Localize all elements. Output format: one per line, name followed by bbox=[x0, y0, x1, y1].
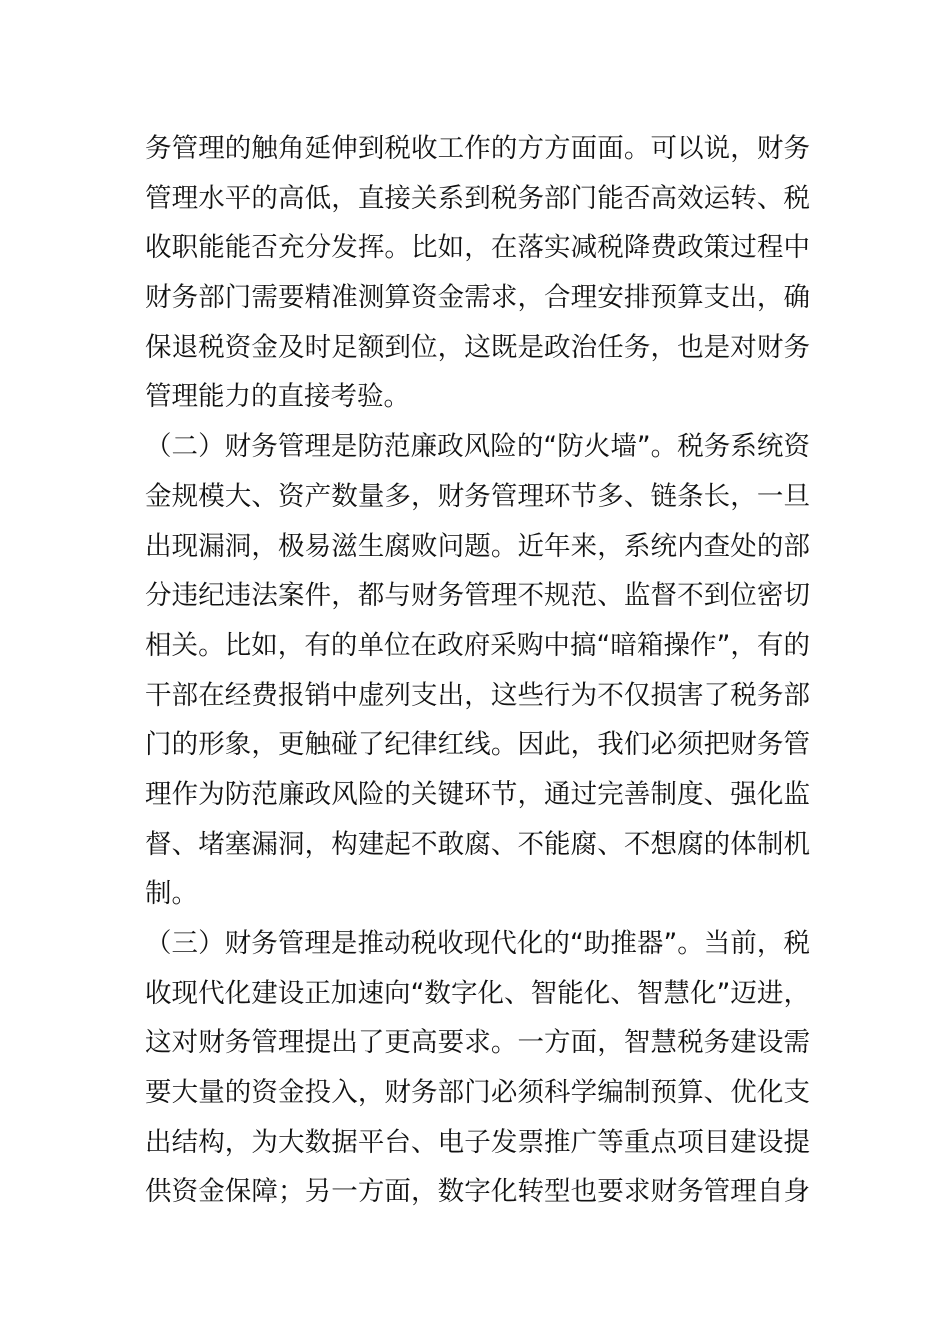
text-line: 制。 bbox=[145, 878, 198, 910]
section-heading-line: （二）财务管理是防范廉政风险的“防火墙”。税务系统资 bbox=[145, 431, 810, 463]
text-line: 相关。比如，有的单位在政府采购中搞“暗箱操作”，有的 bbox=[145, 629, 810, 661]
text-line: 供资金保障；另一方面，数字化转型也要求财务管理自身 bbox=[145, 1176, 810, 1208]
body-text bbox=[145, 124, 810, 1217]
text-line: 要大量的资金投入，财务部门必须科学编制预算、优化支 bbox=[145, 1077, 810, 1109]
text-line: 管理能力的直接考验。 bbox=[145, 381, 410, 413]
text-line: 督、堵塞漏洞，构建起不敢腐、不能腐、不想腐的体制机 bbox=[145, 828, 810, 860]
text-line: 管理水平的高低，直接关系到税务部门能否高效运转、税 bbox=[145, 182, 810, 214]
text-line: 出结构，为大数据平台、电子发票推广等重点项目建设提 bbox=[145, 1126, 810, 1158]
text-line: 理作为防范廉政风险的关键环节，通过完善制度、强化监 bbox=[145, 778, 810, 810]
text-line: 出现漏洞，极易滋生腐败问题。近年来，系统内查处的部 bbox=[145, 530, 810, 562]
text-line: 分违纪违法案件，都与财务管理不规范、监督不到位密切 bbox=[145, 580, 810, 612]
text-line: 这对财务管理提出了更高要求。一方面，智慧税务建设需 bbox=[145, 1027, 810, 1059]
text-line: 财务部门需要精准测算资金需求，合理安排预算支出，确 bbox=[145, 282, 810, 314]
text-line: 金规模大、资产数量多，财务管理环节多、链条长，一旦 bbox=[145, 480, 810, 512]
text-line: 务管理的触角延伸到税收工作的方方面面。可以说，财务 bbox=[145, 133, 810, 164]
text-line: 干部在经费报销中虚列支出，这些行为不仅损害了税务部 bbox=[145, 679, 810, 711]
text-line: 收现代化建设正加速向“数字化、智能化、智慧化”迈进， bbox=[145, 977, 810, 1009]
text-line: 收职能能否充分发挥。比如，在落实减税降费政策过程中 bbox=[145, 232, 810, 264]
text-line: 保退税资金及时足额到位，这既是政治任务，也是对财务 bbox=[145, 331, 810, 363]
section-heading-line: （三）财务管理是推动税收现代化的“助推器”。当前，税 bbox=[145, 928, 810, 959]
text-line: 门的形象，更触碰了纪律红线。因此，我们必须把财务管 bbox=[145, 729, 810, 761]
